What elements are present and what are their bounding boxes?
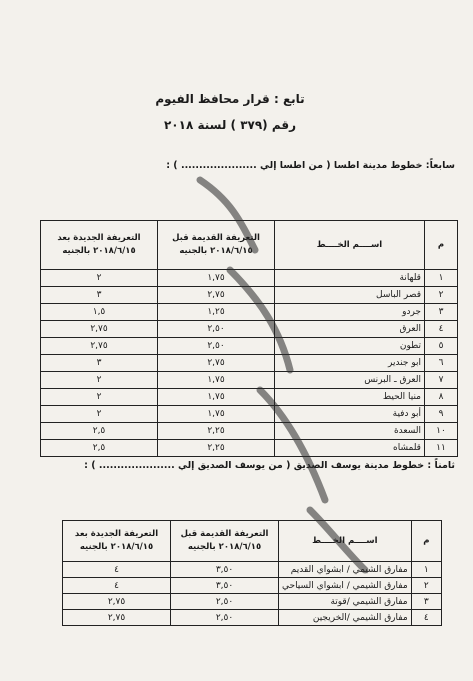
fares-table-youssef-el-seddik — [62, 520, 442, 626]
column-header-new-fare: التعريفة الجديدة بعد ٢٠١٨/٦/١٥ بالجنيه — [41, 221, 158, 270]
old-fare: ٢,٧٥ — [158, 287, 275, 304]
old-fare: ١,٧٥ — [158, 372, 275, 389]
new-fare: ٢ — [41, 406, 158, 423]
column-header-route: اســــم الخــــط — [275, 221, 425, 270]
row-number: ١ — [425, 270, 458, 287]
new-fare: ٢,٧٥ — [41, 338, 158, 355]
old-fare: ١,٧٥ — [158, 406, 275, 423]
row-number: ١٠ — [425, 423, 458, 440]
row-number: ١١ — [425, 440, 458, 457]
new-fare: ٢ — [41, 372, 158, 389]
old-fare: ١,٢٥ — [158, 304, 275, 321]
row-number: ٢ — [411, 578, 441, 594]
table-row — [41, 423, 458, 440]
route-name: أبو دفية — [275, 406, 425, 423]
old-fare: ١,٧٥ — [158, 389, 275, 406]
row-number: ٨ — [425, 389, 458, 406]
table-row — [63, 594, 442, 610]
old-fare: ٣,٥٠ — [171, 578, 279, 594]
old-fare: ٢,٥٠ — [171, 610, 279, 626]
old-fare: ٢,٧٥ — [158, 355, 275, 372]
old-fare: ٢,٢٥ — [158, 423, 275, 440]
route-name: قلهانة — [275, 270, 425, 287]
route-name: مفارق الشيمي / ابشواي السياحي — [279, 578, 412, 594]
table-row — [41, 389, 458, 406]
table-row — [63, 578, 442, 594]
new-fare: ٣ — [41, 355, 158, 372]
row-number: ٤ — [411, 610, 441, 626]
table-row — [41, 372, 458, 389]
old-fare: ٢,٥٠ — [171, 594, 279, 610]
fares-table-itsa — [40, 220, 458, 457]
new-fare: ٢,٥ — [41, 440, 158, 457]
route-name: جردو — [275, 304, 425, 321]
old-fare: ١,٧٥ — [158, 270, 275, 287]
old-fare: ٣,٥٠ — [171, 562, 279, 578]
column-header-old-fare: التعريفة القديمة قبل ٢٠١٨/٦/١٥ بالجنيه — [158, 221, 275, 270]
route-name: تطون — [275, 338, 425, 355]
table-row — [41, 355, 458, 372]
table-header-row — [63, 521, 442, 562]
new-fare: ٢ — [41, 270, 158, 287]
new-fare: ٤ — [63, 562, 171, 578]
row-number: ٢ — [425, 287, 458, 304]
row-number: ١ — [411, 562, 441, 578]
route-name: منيا الحيط — [275, 389, 425, 406]
table-row — [63, 562, 442, 578]
route-name: مفارق الشيمي / ابشواي القديم — [279, 562, 412, 578]
column-header-new-fare: التعريفة الجديدة بعد ٢٠١٨/٦/١٥ بالجنيه — [63, 521, 171, 562]
row-number: ٩ — [425, 406, 458, 423]
route-name: ابو جندير — [275, 355, 425, 372]
row-number: ٥ — [425, 338, 458, 355]
new-fare: ١,٥ — [41, 304, 158, 321]
table-row — [41, 321, 458, 338]
row-number: ٧ — [425, 372, 458, 389]
column-header-number: م — [425, 221, 458, 270]
table-row — [41, 338, 458, 355]
new-fare: ٤ — [63, 578, 171, 594]
old-fare: ٢,٢٥ — [158, 440, 275, 457]
route-name: قصر الباسل — [275, 287, 425, 304]
route-name: قلمشاه — [275, 440, 425, 457]
decree-continuation-title: تابع : قرار محافظ الفيوم — [155, 92, 305, 106]
table-header-row — [41, 221, 458, 270]
old-fare: ٢,٥٠ — [158, 338, 275, 355]
section-7-title: سابعاً: خطوط مدينة اطسا ( من اطسا إلي ..................... ) : — [166, 160, 455, 171]
row-number: ٤ — [425, 321, 458, 338]
table-row — [41, 287, 458, 304]
route-name: مفارق الشيمي /قوتة — [279, 594, 412, 610]
table-row — [41, 304, 458, 321]
new-fare: ٢ — [41, 389, 158, 406]
decree-number: رقم (٣٧٩ ) لسنة ٢٠١٨ — [163, 118, 297, 132]
row-number: ٣ — [425, 304, 458, 321]
new-fare: ٢,٧٥ — [41, 321, 158, 338]
column-header-route: اســــم الخــــط — [279, 521, 412, 562]
table-row — [41, 406, 458, 423]
new-fare: ٣ — [41, 287, 158, 304]
section-8-title: ثامناً : خطوط مدينة يوسف الصديق ( من يوسف الصديق إلي ..................... ) : — [84, 460, 455, 471]
column-header-old-fare: التعريفة القديمة قبل ٢٠١٨/٦/١٥ بالجنيه — [171, 521, 279, 562]
table-row — [41, 270, 458, 287]
table-row — [41, 440, 458, 457]
new-fare: ٢,٥ — [41, 423, 158, 440]
table-row — [63, 610, 442, 626]
row-number: ٦ — [425, 355, 458, 372]
old-fare: ٢,٥٠ — [158, 321, 275, 338]
route-name: العرق — [275, 321, 425, 338]
route-name: مفارق الشيمي /الخريجين — [279, 610, 412, 626]
new-fare: ٢,٧٥ — [63, 594, 171, 610]
row-number: ٣ — [411, 594, 441, 610]
new-fare: ٢,٧٥ — [63, 610, 171, 626]
route-name: العرق ـ البرنس — [275, 372, 425, 389]
column-header-number: م — [411, 521, 441, 562]
route-name: السعدة — [275, 423, 425, 440]
